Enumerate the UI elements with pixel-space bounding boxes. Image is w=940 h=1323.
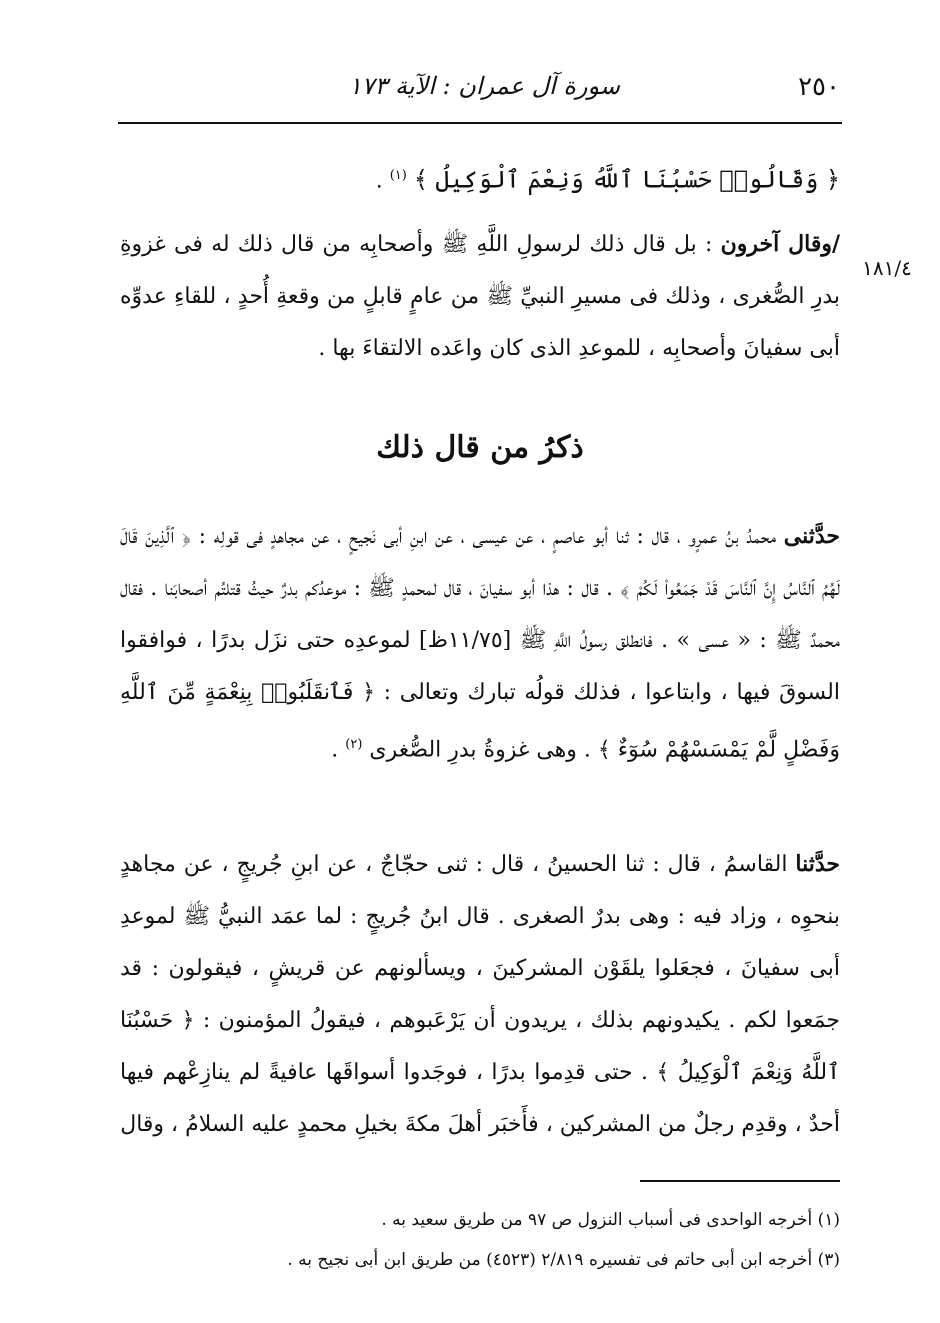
verse-line (120, 150, 840, 207)
footnote-marker: (١) (389, 168, 407, 183)
footnote-1: (١) أخرجه الواحدى فى أسباب النزول ص ٩٧ من طريق سعيد به . (381, 1210, 840, 1230)
page-header (120, 72, 840, 112)
page-number: ٢٥٠ (798, 72, 840, 102)
header-rule (118, 122, 842, 124)
verse-end: . (375, 168, 383, 194)
quran-verse: ﴿ وَقَالُوا۟ حَسْبُنَا ٱللَّهُ وَنِعْمَ ٱلْوَكِيلُ ﴾ (413, 165, 840, 194)
paragraph-lead: حدَّثنى (783, 523, 840, 549)
paragraph-1 (120, 218, 840, 375)
paragraph-text: القاسمُ ، قال : ثنا الحسينُ ، قال : ثنى حجّاجٌ ، عن ابنِ جُريجٍ ، عن مجاهدٍ بنحوِه ، وزاد فيه : وهى بدرٌ الصغرى . قال ابنُ جُريجٍ : لما عمَد النبيُّ ﷺ لموعدِ أبى سفيانَ ، فجعَلوا يلقَوْن المشركينَ ، ويسألونهم عن قريشٍ ، فيقولون : قد جمَعوا لكم . يكيدونهم بذلك ، يريدون أن يَرْعَبوهم ، فيقولُ المؤمنون : ﴿ حَسْبُنَا ٱللَّهُ وَنِعْمَ ٱلْوَكِيلُ ﴾ . حتى قدِموا بدرًا ، فوجَدوا أسواقَها عافيةً لم ينازِعْهم فيها أحدٌ ، وقدِم رجلٌ من المشركين ، فأَخبَر أهلَ مكةَ بخيلِ محمدٍ عليه السلامُ ، وقال (120, 852, 840, 1137)
footnote-marker: (٢) (345, 737, 363, 752)
margin-reference: ١٨١/٤ (862, 256, 912, 280)
paragraph-lead: /وقال آخرون (720, 231, 841, 257)
paragraph-text: : بل قال ذلك لرسولِ اللَّهِ ﷺ وأصحابِه من قال ذلك له فى غزوةِ بدرِ الصُّغرى ، وذلك فى مسيرِ النبيِّ ﷺ من عامٍ قابلٍ من وقعةِ أُحدٍ ، للقاءِ عدوِّه أبى سفيانَ وأصحابِه ، للموعدِ الذى كان واعَده الالتقاءَ بها . (120, 232, 840, 361)
paragraph-3 (120, 838, 840, 1151)
footnote-rule (640, 1180, 840, 1182)
running-title: سورة آل عمران : الآية ١٧٣ (348, 72, 620, 100)
footnote-2: (٣) أخرجه ابن أبى حاتم فى تفسيره ٢/٨١٩ (٤٥٢٣) من طريق ابن أبى نجيح به . (287, 1250, 840, 1270)
paragraph-end: . (331, 737, 339, 763)
paragraph-text: محمدُ بنُ عمرٍو ، قال : ثنا أبو عاصمٍ ، عن عيسى ، عن ابنِ أبى نَجيحٍ ، عن مجاهدٍ فى قولِه : ﴿ ٱلَّذِينَ قَالَ لَهُمُ ٱلنَّاسُ إِنَّ ٱلنَّاسَ قَدْ جَمَعُوا۟ لَكُمْ ﴾ . قال : هذا أبو سفيانَ ، قال لمحمدٍ ﷺ : موعدُكم بدرٌ حيثُ قتلتُم أصحابَنا . فقال محمدٌ ﷺ : « عسى » . فانطلق رسولُ اللَّهِ ﷺ [١١/٧٥ظ] لموعدِه حتى نزَل بدرًا ، فوافقوا السوقَ فيها ، وابتاعوا ، فذلك قولُه تبارك وتعالى : ﴿ فَٱنقَلَبُوا۟ بِنِعْمَةٍ مِّنَ ٱللَّهِ وَفَضْلٍ لَّمْ يَمْسَسْهُمْ سُوٓءٌ ﴾ . وهى غزوةُ بدرِ الصُّغرى (120, 524, 841, 763)
section-heading: ذكرُ من قال ذلك (376, 430, 584, 465)
paragraph-lead: حدَّثنا (795, 851, 841, 877)
paragraph-2 (120, 510, 840, 776)
